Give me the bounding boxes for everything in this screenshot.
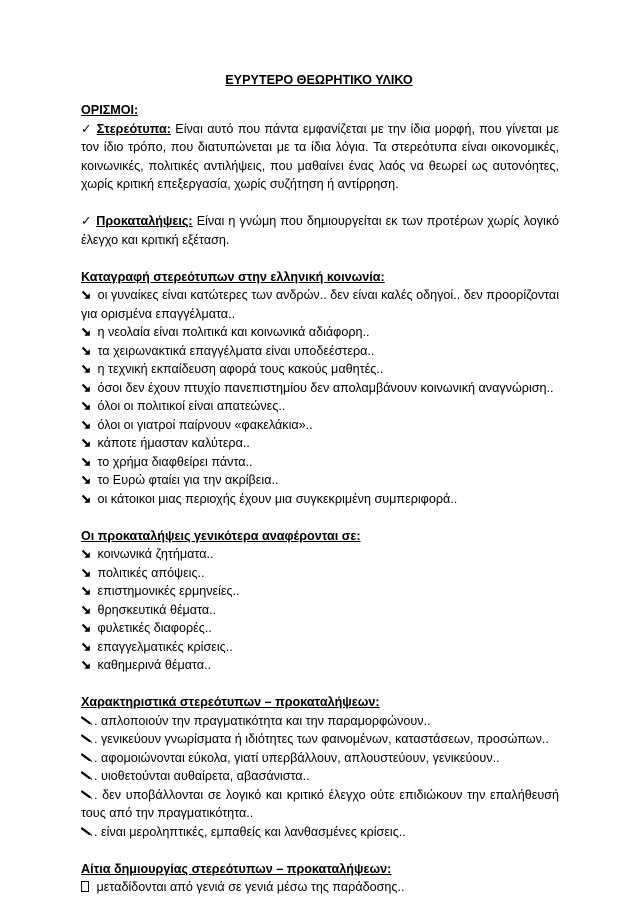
arrow-bullet-icon [81, 660, 91, 670]
definition-term: Στερεότυπα: [96, 121, 171, 136]
definitions-heading: ΟΡΙΣΜΟΙ: [81, 103, 139, 117]
arrow-bullet-icon [81, 457, 91, 467]
list-item-text: πολιτικές απόψεις.. [94, 565, 205, 580]
arrow-bullet-icon [81, 327, 91, 337]
definition-item [81, 212, 559, 249]
arrow-bullet-icon [81, 549, 91, 559]
arrow-bullet-icon [81, 605, 91, 615]
list-item [81, 471, 559, 490]
arrow-bullet-icon [81, 290, 91, 300]
stereotypes-list [81, 286, 559, 508]
arrow-bullet-icon [81, 383, 91, 393]
list-item-text: όσοι δεν έχουν πτυχίο πανεπιστημίου δεν απολαμβάνουν κοινωνική αναγνώριση.. [94, 380, 554, 395]
definition-text: Είναι η γνώμη που δημιουργείται εκ των προτέρων χωρίς λογικό έλεγχο και κριτική εξέταση. [81, 214, 559, 247]
box-bullet-icon [81, 881, 89, 892]
list-item-text: το χρήμα διαφθείρει πάντα.. [94, 454, 253, 469]
list-item [81, 749, 559, 768]
list-item-text: . απλοποιούν την πραγματικότητα και την παραμορφώνουν.. [94, 713, 431, 728]
characteristics-heading: Χαρακτηριστικά στερεότυπων – προκαταλήψεων: [81, 695, 380, 709]
pen-bullet-icon [81, 789, 93, 799]
list-item [81, 601, 559, 620]
arrow-bullet-icon [81, 475, 91, 485]
list-item-text: φυλετικές διαφορές.. [94, 621, 212, 635]
list-item-text: κοινωνικά ζητήματα.. [94, 547, 214, 561]
arrow-bullet-icon [81, 346, 91, 356]
arrow-bullet-icon [81, 438, 91, 448]
list-item-text: το Ευρώ φταίει για την ακρίβεια.. [94, 473, 279, 487]
list-item [81, 656, 559, 675]
list-item-text: οι γυναίκες είναι κατώτερες των ανδρών.. δεν είναι καλές οδηγοί.. δεν προορίζονται για ορισμένα επαγγέλματα.. [81, 288, 559, 321]
list-item-text: . υιοθετούνται αυθαίρετα, αβασάνιστα.. [94, 769, 310, 783]
list-item [81, 823, 559, 842]
list-item [81, 379, 559, 398]
list-item [81, 490, 559, 509]
definition-item [81, 120, 559, 194]
list-item-text: τα χειρωνακτικά επαγγέλματα είναι υποδεέστερα.. [94, 343, 375, 358]
list-item-text: όλοι οι πολιτικοί είναι απατεώνες.. [94, 399, 286, 413]
list-item [81, 286, 559, 323]
arrow-bullet-icon [81, 401, 91, 411]
list-item [81, 360, 559, 379]
list-item [81, 453, 559, 472]
list-item [81, 878, 559, 897]
document-title: ΕΥΡΥΤΕΡΟ ΘΕΩΡΗΤΙΚΟ ΥΛΙΚΟ [225, 73, 413, 87]
pen-bullet-icon [81, 770, 93, 780]
list-item [81, 582, 559, 601]
arrow-bullet-icon [81, 642, 91, 652]
list-item [81, 786, 559, 823]
document-content [81, 101, 559, 897]
list-item [81, 342, 559, 361]
list-item [81, 416, 559, 435]
causes-list [81, 878, 559, 897]
list-item-text: κάποτε ήμασταν καλύτερα.. [94, 436, 250, 450]
list-item-text: . γενικεύουν γνωρίσματα ή ιδιότητες των φαινομένων, καταστάσεων, προσώπων.. [94, 732, 549, 746]
list-item-text: επιστημονικές ερμηνείες.. [94, 584, 240, 598]
checkmark-icon: ✓ [81, 214, 97, 228]
list-item-text: . αφομοιώνονται εύκολα, γιατί υπερβάλλουν, απλουστεύουν, γενικεύουν.. [94, 750, 500, 765]
list-item-text: θρησκευτικά θέματα.. [94, 602, 217, 617]
stereotypes-heading: Καταγραφή στερεότυπων στην ελληνική κοινωνία: [81, 269, 385, 284]
arrow-bullet-icon [81, 586, 91, 596]
list-item-text: μεταδίδονται από γενιά σε γενιά μέσω της παράδοσης.. [93, 880, 405, 894]
arrow-bullet-icon [81, 364, 91, 374]
list-item [81, 545, 559, 564]
arrow-bullet-icon [81, 623, 91, 633]
list-item-text: καθημερινά θέματα.. [94, 658, 212, 672]
list-item [81, 619, 559, 638]
list-item-text: . δεν υποβάλλονται σε λογικό και κριτικό έλεγχο ούτε επιδιώκουν την επαλήθευσή τους από την πραγματικότητα.. [81, 787, 559, 820]
list-item-text: η τεχνική εκπαίδευση αφορά τους κακούς μαθητές.. [94, 362, 384, 376]
list-item [81, 397, 559, 416]
arrow-bullet-icon [81, 420, 91, 430]
list-item [81, 434, 559, 453]
list-item [81, 564, 559, 583]
pen-bullet-icon [81, 826, 93, 836]
topics-list [81, 545, 559, 675]
definition-text: Είναι αυτό που πάντα εμφανίζεται με την ίδια μορφή, που γίνεται με τον ίδιο τρόπο, που διατυπώνεται με τα ίδια λόγια. Τα στερεότυπα είναι οικονομικές, κοινωνικές, πολιτικές αντιλήψεις, που μαθαίνει ένας λαός να θεωρεί ως αυτονόητες, χωρίς κριτική επεξεργασία, χωρίς συζήτηση ή αντίρρηση. [81, 121, 559, 191]
list-item [81, 767, 559, 786]
list-item [81, 712, 559, 731]
characteristics-list [81, 712, 559, 842]
list-item-text: οι κάτοικοι μιας περιοχής έχουν μια συγκεκριμένη συμπεριφορά.. [94, 491, 458, 506]
causes-heading: Αίτια δημιουργίας στερεότυπων – προκαταλήψεων: [81, 861, 392, 876]
list-item-text: όλοι οι γιατροί παίρνουν «φακελάκια».. [94, 417, 313, 432]
pen-bullet-icon [81, 733, 93, 743]
checkmark-icon: ✓ [81, 121, 97, 136]
list-item-text: η νεολαία είναι πολιτικά και κοινωνικά αδιάφορη.. [94, 325, 370, 339]
pen-bullet-icon [81, 715, 93, 725]
definition-term: Προκαταλήψεις: [96, 214, 193, 228]
arrow-bullet-icon [81, 568, 91, 578]
topics-heading: Οι προκαταλήψεις γενικότερα αναφέρονται σε: [81, 528, 361, 543]
list-item [81, 323, 559, 342]
list-item-text: . είναι μεροληπτικές, εμπαθείς και λανθασμένες κρίσεις.. [94, 824, 406, 839]
list-item-text: επαγγελματικές κρίσεις.. [94, 639, 233, 654]
list-item [81, 638, 559, 657]
list-item [81, 730, 559, 749]
arrow-bullet-icon [81, 494, 91, 504]
pen-bullet-icon [81, 752, 93, 762]
